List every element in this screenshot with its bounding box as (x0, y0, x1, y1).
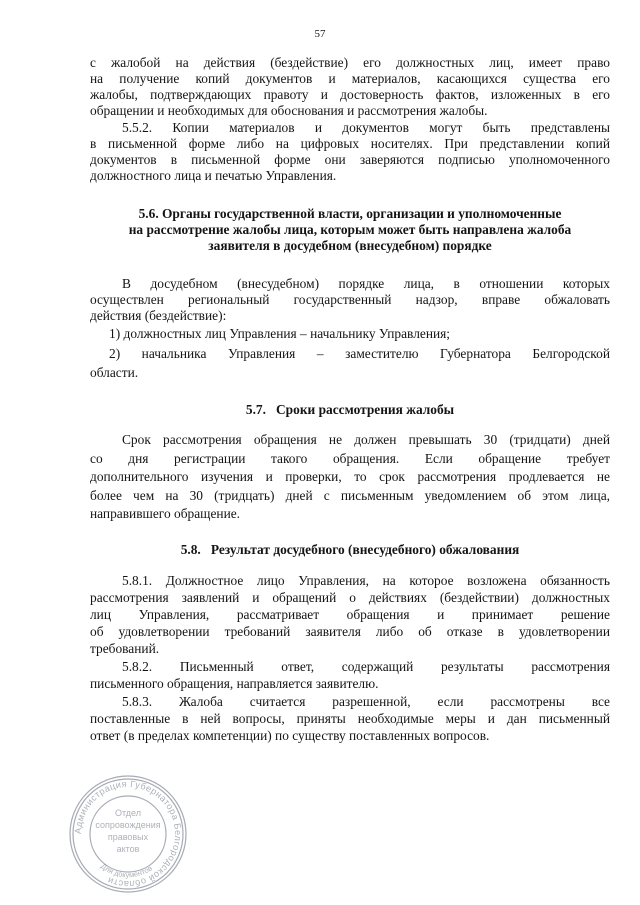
text-line: ответ (в пределах компетенции) по существу поставленных вопросов. (90, 728, 490, 743)
text-line: рассмотрения заявлений и обращений о действиях (бездействии) должностных (90, 590, 610, 605)
text-line: лиц Управления, рассматривает обращения и принимает решение (90, 607, 610, 622)
list-item: 1) должностных лиц Управления – начальнику Управления; (109, 326, 451, 341)
official-stamp (66, 772, 190, 896)
text-line: действия (бездействие): (90, 308, 227, 323)
stamp-center-line: актов (116, 844, 140, 854)
text-line: 5.8.1. Должностное лицо Управления, на которое возложена обязанность (122, 573, 610, 588)
stamp-bottom-text: Для документов (99, 861, 154, 880)
text-line: более чем на 30 (тридцать) дней с письменным уведомлением об этом лица, (90, 488, 610, 503)
stamp-ring-text: Администрация Губернатора Белгородской области (72, 778, 184, 890)
stamp-center-line: правовых (107, 832, 149, 842)
text-line: жалобы, подтверждающих правоту и достоверность фактов, изложенных в его (90, 87, 610, 102)
text-line: дополнительного изучения и проверки, то срок рассмотрения продлевается не (90, 469, 610, 484)
stamp-center-line: сопровождения (95, 820, 161, 830)
text-line: обращении и необходимых для обоснования и рассмотрения жалобы. (90, 103, 488, 118)
page-number: 57 (314, 28, 326, 40)
text-line: со дня регистрации такого обращения. Если обращение требует (90, 451, 610, 466)
text-line: письменного обращения, направляется заявителю. (90, 676, 379, 691)
text-line: области. (90, 365, 139, 380)
list-item: 2) начальника Управления – заместителю Губернатора Белгородской (109, 346, 610, 361)
text-line: в письменной форме либо на цифровых носителях. При представлении копий (90, 136, 610, 151)
section-heading: 5.8. Результат досудебного (внесудебного) обжалования (180, 542, 520, 557)
text-line: осуществлен региональный государственный надзор, вправе обжаловать (90, 292, 610, 307)
text-line: документов в письменной форме они заверяются подписью уполномоченного (90, 152, 610, 167)
text-line: с жалобой на действия (бездействие) его должностных лиц, имеет право (90, 55, 610, 70)
text-line: Срок рассмотрения обращения не должен превышать 30 (тридцати) дней (122, 432, 610, 447)
text-line: направившего обращение. (90, 506, 241, 521)
text-line: В досудебном (внесудебном) порядке лица, в отношении которых (122, 276, 610, 291)
section-heading: заявителя в досудебном (внесудебном) порядке (208, 238, 492, 253)
text-line: поставленные в ней вопросы, приняты необходимые меры и дан письменный (90, 711, 610, 726)
text-line: 5.8.2. Письменный ответ, содержащий результаты рассмотрения (122, 659, 610, 674)
text-line: 5.5.2. Копии материалов и документов могут быть представлены (122, 120, 610, 135)
text-line: должностного лица и печатью Управления. (90, 168, 337, 183)
text-line: об удовлетворении требований заявителя либо об отказе в удовлетворении (90, 624, 610, 639)
section-heading: 5.6. Органы государственной власти, организации и уполномоченные (138, 206, 562, 221)
text-line: требований. (90, 641, 160, 656)
text-line: 5.8.3. Жалоба считается разрешенной, если рассмотрены все (122, 694, 610, 709)
section-heading: 5.7. Сроки рассмотрения жалобы (245, 402, 455, 417)
stamp-center-line: Отдел (114, 808, 142, 818)
section-heading: на рассмотрение жалобы лица, которым может быть направлена жалоба (128, 222, 572, 237)
text-line: на получение копий документов и материалов, касающихся существа его (90, 71, 610, 86)
